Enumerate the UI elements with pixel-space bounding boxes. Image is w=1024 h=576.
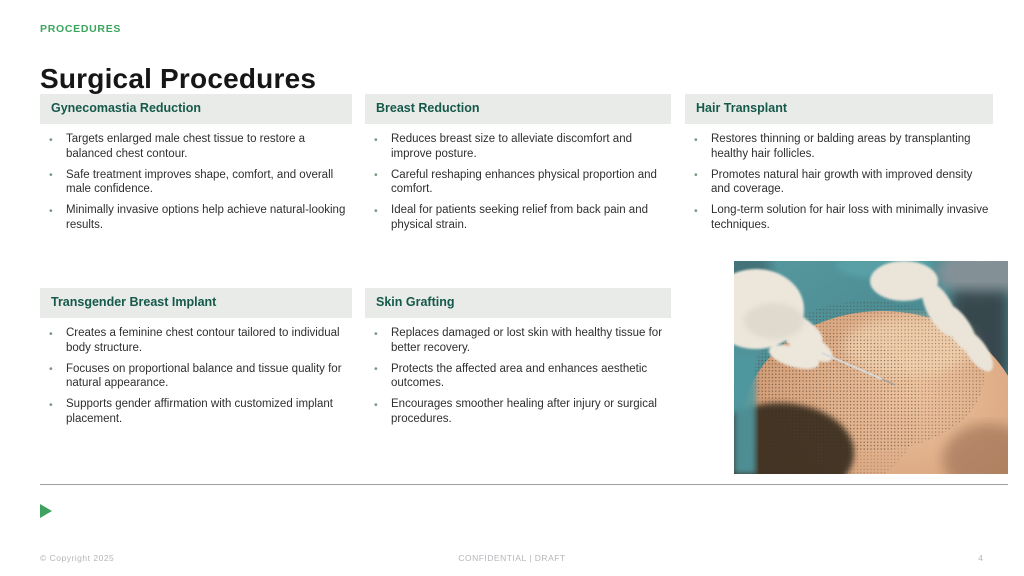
bullet-item: • Reduces breast size to alleviate discomfort and improve posture. — [365, 132, 671, 161]
hair-transplant-photo — [734, 261, 1008, 474]
card-skin-grafting — [365, 288, 671, 433]
footer-divider — [40, 484, 1008, 485]
card-hair-transplant — [685, 94, 993, 239]
card-title: Gynecomastia Reduction — [40, 94, 352, 124]
bullet-item: • Restores thinning or balding areas by transplanting healthy hair follicles. — [685, 132, 993, 161]
card-bullet-list — [685, 132, 993, 233]
card-title: Breast Reduction — [365, 94, 671, 124]
play-triangle-icon — [40, 504, 52, 518]
bullet-item: • Focuses on proportional balance and tissue quality for natural appearance. — [40, 362, 352, 391]
card-title: Hair Transplant — [685, 94, 993, 124]
bullet-item: • Supports gender affirmation with customized implant placement. — [40, 397, 352, 426]
card-bullet-list — [40, 132, 352, 233]
bullet-item: • Long-term solution for hair loss with minimally invasive techniques. — [685, 203, 993, 232]
card-breast-reduction — [365, 94, 671, 239]
bullet-item: • Protects the affected area and enhances aesthetic outcomes. — [365, 362, 671, 391]
page-title: Surgical Procedures — [40, 62, 317, 94]
bullet-item: • Replaces damaged or lost skin with healthy tissue for better recovery. — [365, 326, 671, 355]
card-transgender-breast-implant — [40, 288, 352, 433]
card-bullet-list — [365, 326, 671, 427]
confidential-status-text: CONFIDENTIAL | DRAFT — [458, 553, 566, 563]
card-title: Transgender Breast Implant — [40, 288, 352, 318]
bullet-item: • Careful reshaping enhances physical proportion and comfort. — [365, 168, 671, 197]
bullet-item: • Ideal for patients seeking relief from back pain and physical strain. — [365, 203, 671, 232]
card-bullet-list — [365, 132, 671, 233]
bullet-item: • Safe treatment improves shape, comfort, and overall male confidence. — [40, 168, 352, 197]
card-bullet-list — [40, 326, 352, 427]
card-title: Skin Grafting — [365, 288, 671, 318]
bullet-item: • Targets enlarged male chest tissue to restore a balanced chest contour. — [40, 132, 352, 161]
copyright-text: © Copyright 2025 — [40, 553, 115, 563]
eyebrow-label: PROCEDURES — [40, 23, 122, 35]
bullet-item: • Encourages smoother healing after injury or surgical procedures. — [365, 397, 671, 426]
page-number: 4 — [978, 553, 983, 563]
bullet-item: • Promotes natural hair growth with improved density and coverage. — [685, 168, 993, 197]
bullet-item: • Creates a feminine chest contour tailored to individual body structure. — [40, 326, 352, 355]
card-gynecomastia-reduction — [40, 94, 352, 239]
bullet-item: • Minimally invasive options help achieve natural-looking results. — [40, 203, 352, 232]
